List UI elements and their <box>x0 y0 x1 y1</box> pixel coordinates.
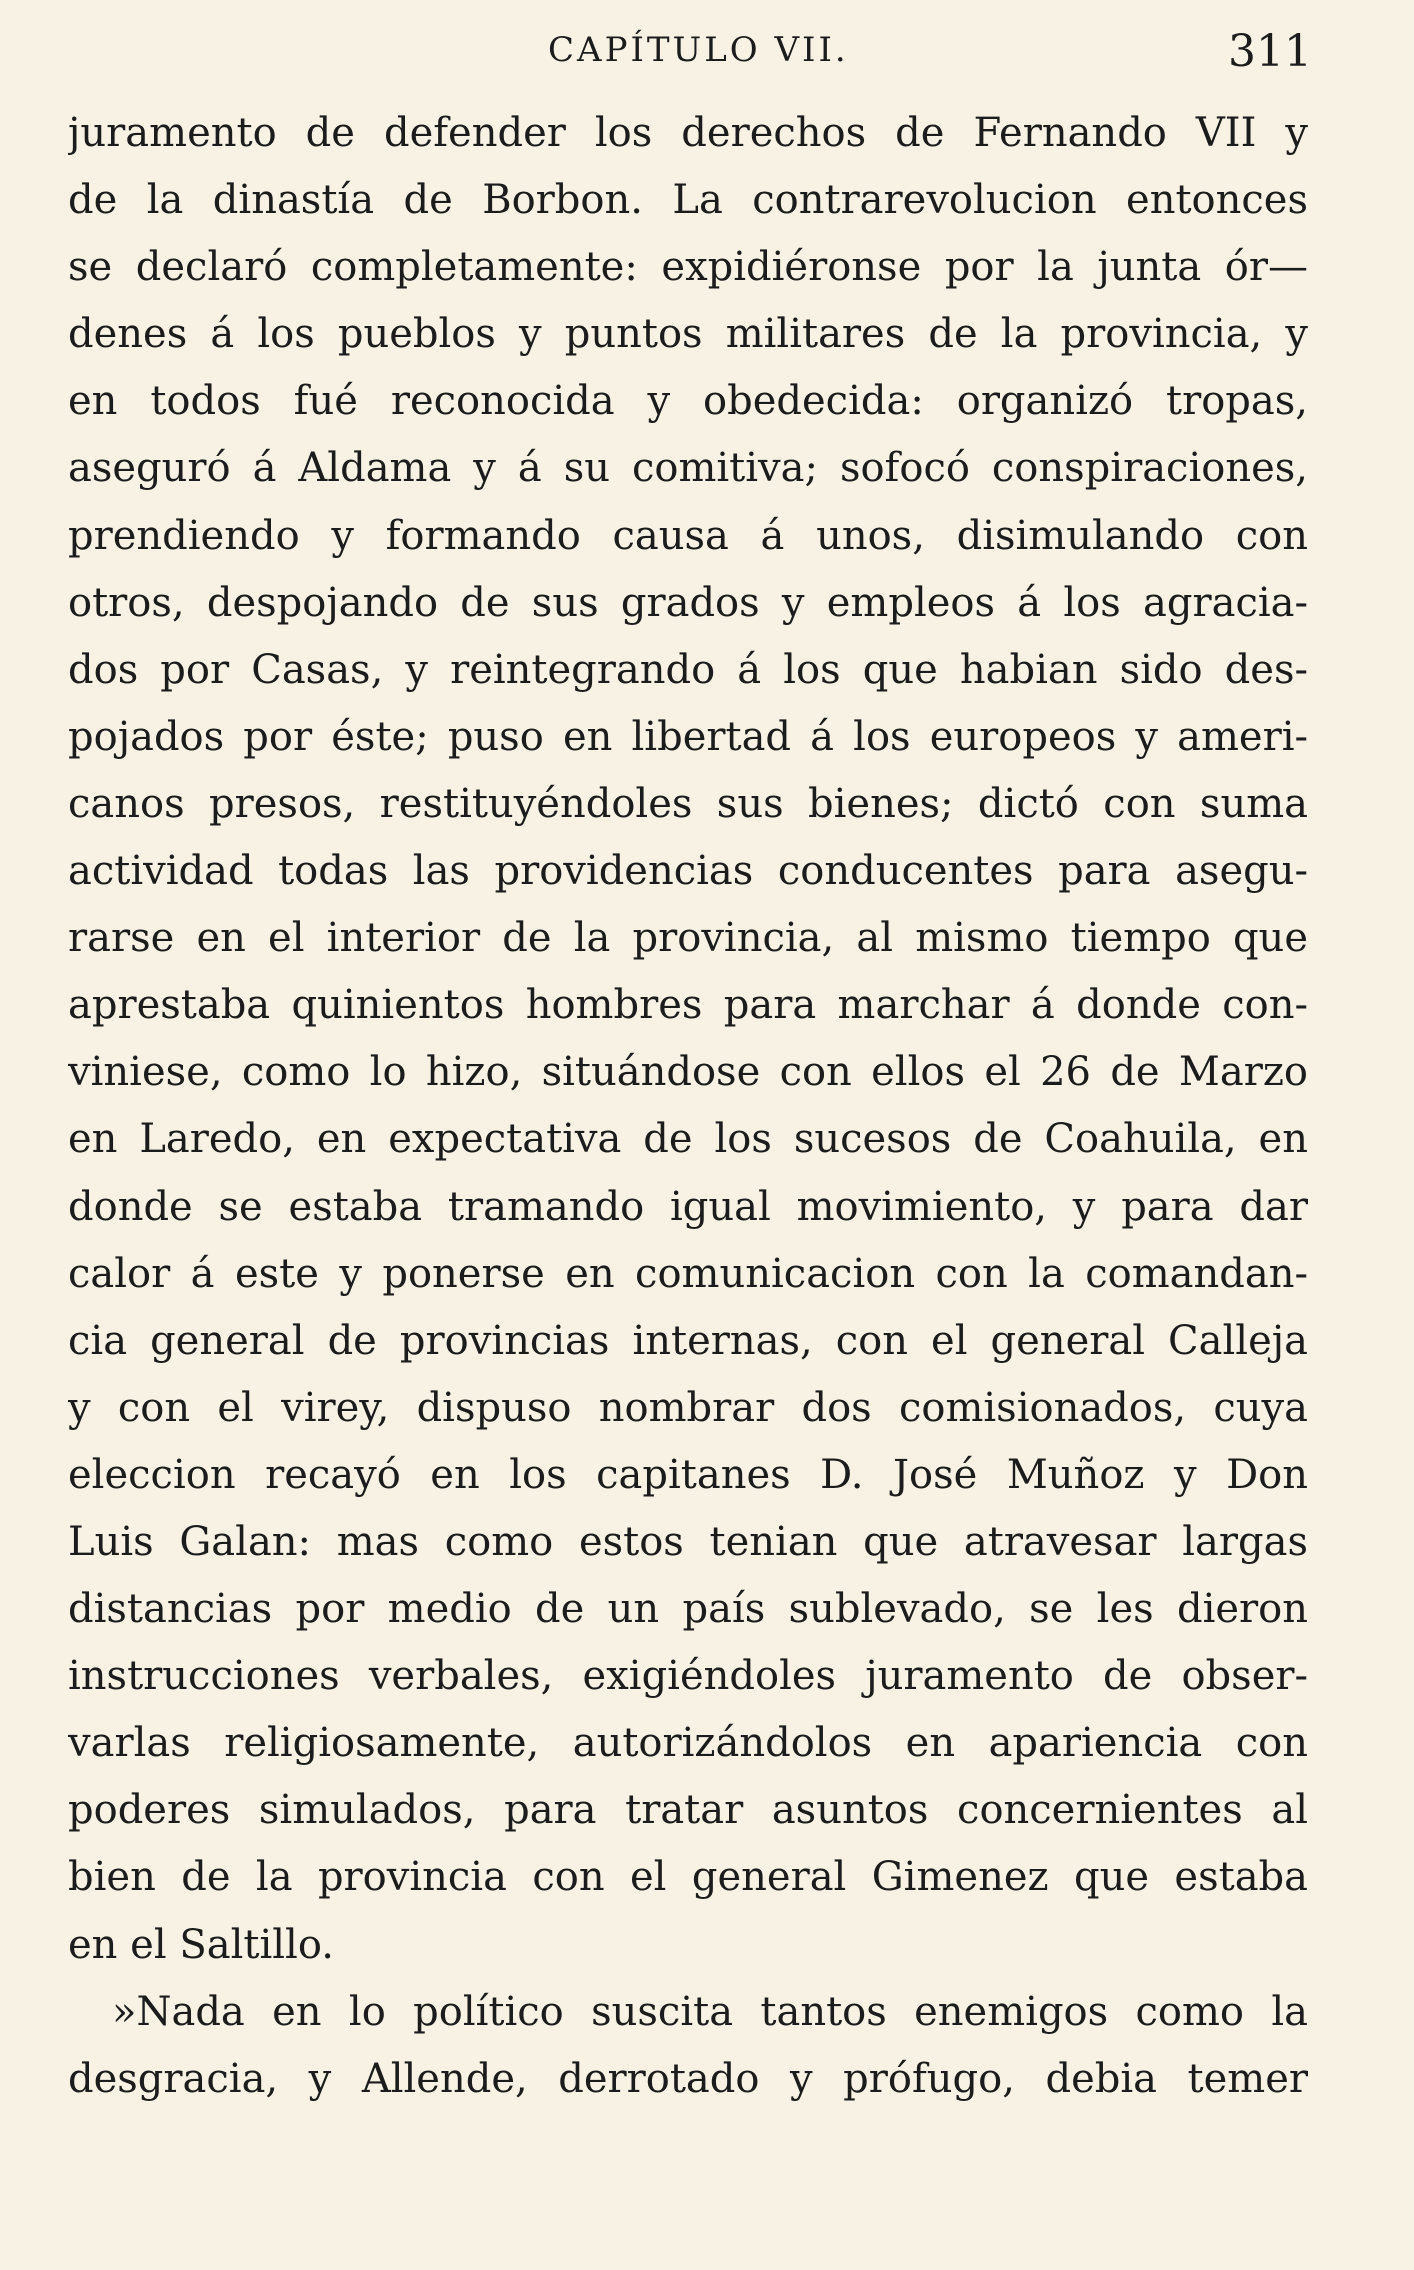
text-line: eleccion recayó en los capitanes D. José Muñoz y Don <box>68 1451 1308 1498</box>
text-line: varlas religiosamente, autorizándolos en apariencia con <box>68 1720 1308 1767</box>
text-line: en Laredo, en expectativa de los sucesos de Coahuila, en <box>68 1116 1308 1163</box>
paragraph-end-line: en el Saltillo. <box>68 1921 334 1968</box>
text-line: aseguró á Aldama y á su comitiva; sofocó conspiraciones, <box>68 445 1308 492</box>
text-line: juramento de defender los derechos de Fernando VII y <box>68 110 1308 156</box>
text-line: cia general de provincias internas, con el general Calleja <box>68 1317 1308 1364</box>
text-line: Luis Galan: mas como estos tenian que atravesar largas <box>68 1518 1308 1565</box>
text-line: prendiendo y formando causa á unos, disimulando con <box>68 512 1308 559</box>
text-line: rarse en el interior de la provincia, al mismo tiempo que <box>68 915 1308 962</box>
text-line: dos por Casas, y reintegrando á los que habian sido des- <box>68 646 1308 693</box>
text-line: donde se estaba tramando igual movimiento, y para dar <box>68 1183 1308 1230</box>
text-line: pojados por éste; puso en libertad á los europeos y ameri- <box>68 713 1308 760</box>
paragraph-start-line: »Nada en lo político suscita tantos enemigos como la <box>112 1988 1308 2035</box>
text-line: distancias por medio de un país sublevado, se les dieron <box>68 1586 1308 1633</box>
text-line: calor á este y ponerse en comunicacion con la comandan- <box>68 1250 1308 1297</box>
page-header <box>0 26 1414 86</box>
text-line: denes á los pueblos y puntos militares de la provincia, y <box>68 311 1308 358</box>
text-line: bien de la provincia con el general Gimenez que estaba <box>68 1854 1308 1901</box>
text-line: instrucciones verbales, exigiéndoles juramento de obser- <box>68 1653 1308 1700</box>
text-line: poderes simulados, para tratar asuntos concernientes al <box>68 1787 1308 1834</box>
text-line: canos presos, restituyéndoles sus bienes; dictó con suma <box>68 780 1308 827</box>
text-line: se declaró completamente: expidiéronse por la junta ór— <box>68 244 1308 291</box>
text-line: y con el virey, dispuso nombrar dos comisionados, cuya <box>68 1384 1308 1431</box>
text-line: en todos fué reconocida y obedecida: organizó tropas, <box>68 378 1308 425</box>
text-line: desgracia, y Allende, derrotado y prófugo, debia temer <box>68 2055 1308 2102</box>
body-text <box>68 100 1308 2113</box>
text-line: viniese, como lo hizo, situándose con ellos el 26 de Marzo <box>68 1049 1308 1096</box>
text-line: de la dinastía de Borbon. La contrarevolucion entonces <box>68 177 1308 224</box>
text-line: aprestaba quinientos hombres para marchar á donde con- <box>68 982 1308 1029</box>
text-line: actividad todas las providencias conducentes para asegu- <box>68 848 1308 895</box>
page-number: 311 <box>1228 26 1312 77</box>
running-head: CAPÍTULO VII. <box>548 30 849 70</box>
text-line: otros, despojando de sus grados y empleos á los agracia- <box>68 579 1308 626</box>
